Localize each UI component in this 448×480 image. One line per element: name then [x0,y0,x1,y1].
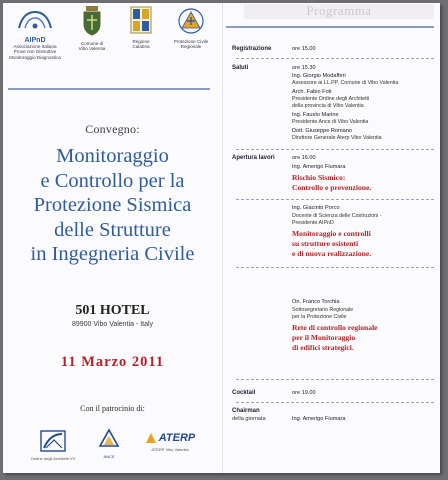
talk3-role-1: Sottosegretario Regionale [292,307,354,313]
protezione-civile-logo [166,6,216,50]
cocktail-time: ore 19.00 [292,390,316,396]
event-date: 11 Marzo 2011 [60,354,165,370]
patronage-label: Con il patrocinio di: [80,404,145,413]
saluti-person-1-name: Ing. Giorgio Modafferi [292,73,346,79]
apertura-speaker: Ing. Amerigo Fiumara [292,164,346,170]
vibo-label-1: Comune di [80,41,104,46]
venue-address: 89900 Vibo Valentia - Italy [71,321,154,328]
protezione-civile-icon [176,6,206,34]
talk3-speaker: On. Franco Torchia [292,299,340,305]
event-title [3,144,222,267]
talk2-line-1: Monitoraggio e controlli [292,229,371,238]
registrazione-label: Registrazione [232,46,272,52]
divider-4 [236,267,434,268]
saluti-time: ore 15.30 [292,65,316,71]
ance-label: ANCE [103,454,115,459]
talk2-line-3: e di nuova realizzazione. [292,249,372,258]
aterp-mark [140,432,200,444]
vibo-logo [72,6,112,52]
sponsor-logos [6,6,216,68]
aterp-label: ATERP [158,432,196,444]
title-line-3: Protezione Sismica [33,194,192,216]
talk2-line-2: su strutture esistenti [292,239,359,248]
aipnd-logo [6,6,64,60]
protezione-label-2: Regionale [180,44,202,50]
saluti-person-2-role: Presidente Ordine degli Architetti [292,96,370,102]
title-line-1: Monitoraggio [56,145,169,167]
vibo-label-2: Vibo Valentia [78,46,106,52]
talk3-line-2: per il Monitoraggio [292,333,356,342]
saluti-person-1-role: Assessore ai LL.PP. Comune di Vibo Valentia [292,80,399,86]
talk2-role-1: Docente di Scienza delle Costruzioni - [292,213,382,219]
calabria-crest-icon [130,6,152,34]
talk2-role-2: Presidente AIPnD [292,220,334,226]
saluti-person-4-name: Dott. Giuseppe Romano [292,128,353,134]
aipnd-label-1: Associazione Italiana [13,44,57,49]
calabria-label-1: Regione [132,39,150,44]
calabria-logo [122,6,160,50]
programma-banner [244,4,434,19]
vibo-crest-icon [81,6,103,36]
registrazione-time: ore 15.00 [292,46,316,52]
left-divider [8,88,210,90]
chairman-name: Ing. Amerigo Fiumara [292,416,346,422]
venue-name: 501 HOTEL [75,303,150,318]
ance-logo [94,428,124,460]
aipnd-label-2: Prove non Distruttive [13,49,57,55]
aterp-sublabel: ATERP Vibo Valentia [151,447,189,452]
divider-2 [236,149,434,150]
divider-5 [236,379,434,380]
talk3-role-2: per la Protezione Civile [292,314,347,320]
architetti-label: Ordine degli Architetti VV [30,456,76,461]
architetti-logo [26,430,80,462]
right-divider [226,26,434,28]
title-line-4: delle Strutture [54,218,171,241]
brochure-sheet [3,3,440,473]
programma-heading: Programma [306,3,372,18]
title-line-5: in Ingegneria Civile [30,243,195,265]
fold-line [222,3,223,473]
aipnd-label-3: Monitoraggio Diagnostica [9,54,61,60]
saluti-person-2-name: Arch. Fabio Foti [292,89,332,95]
calabria-label-2: Calabria [132,44,150,50]
ance-icon [98,428,120,450]
saluti-person-3-role: Presidente Ance di Vibo Valentia [292,119,369,125]
patronage-logos [24,428,210,468]
chairman-label: Chairman [232,408,260,414]
saluti-person-2-role-2: della provincia di Vibo Valentia [292,103,364,109]
saluti-person-3-name: Ing. Fausto Marine [292,112,339,118]
divider-6 [236,402,434,403]
apertura-talk-line-1: Rischio Sismico: [292,173,346,182]
aterp-triangle-icon [145,432,157,444]
divider-3 [236,199,434,200]
architetti-icon [40,430,66,452]
cocktail-label: Cocktail [232,390,256,396]
aterp-logo [140,432,200,453]
divider-1 [236,58,434,59]
talk3-line-3: di edifici strategici. [292,343,354,352]
convegno-text: Convegno: [85,122,140,136]
title-line-2: e Controllo per la [40,169,185,192]
talk2-speaker: Ing. Giacinto Porco [292,205,340,211]
aipnd-icon [15,6,55,34]
talk3-line-1: Rete di controllo regionale [292,323,378,332]
saluti-label: Saluti [232,65,249,71]
chairman-label-2: della giornata [232,416,266,422]
protezione-label-1: Protezione Civile [173,39,209,44]
convegno-label [3,122,222,137]
apertura-label: Apertura lavori [232,155,275,161]
aipnd-logo-text: AIPnD [24,37,46,44]
apertura-time: ore 16.00 [292,155,316,161]
apertura-talk-line-2: Controllo e prevenzione. [292,183,372,192]
saluti-person-4-role: Direttore Generale Aterp Vibo Valentia [292,135,382,141]
